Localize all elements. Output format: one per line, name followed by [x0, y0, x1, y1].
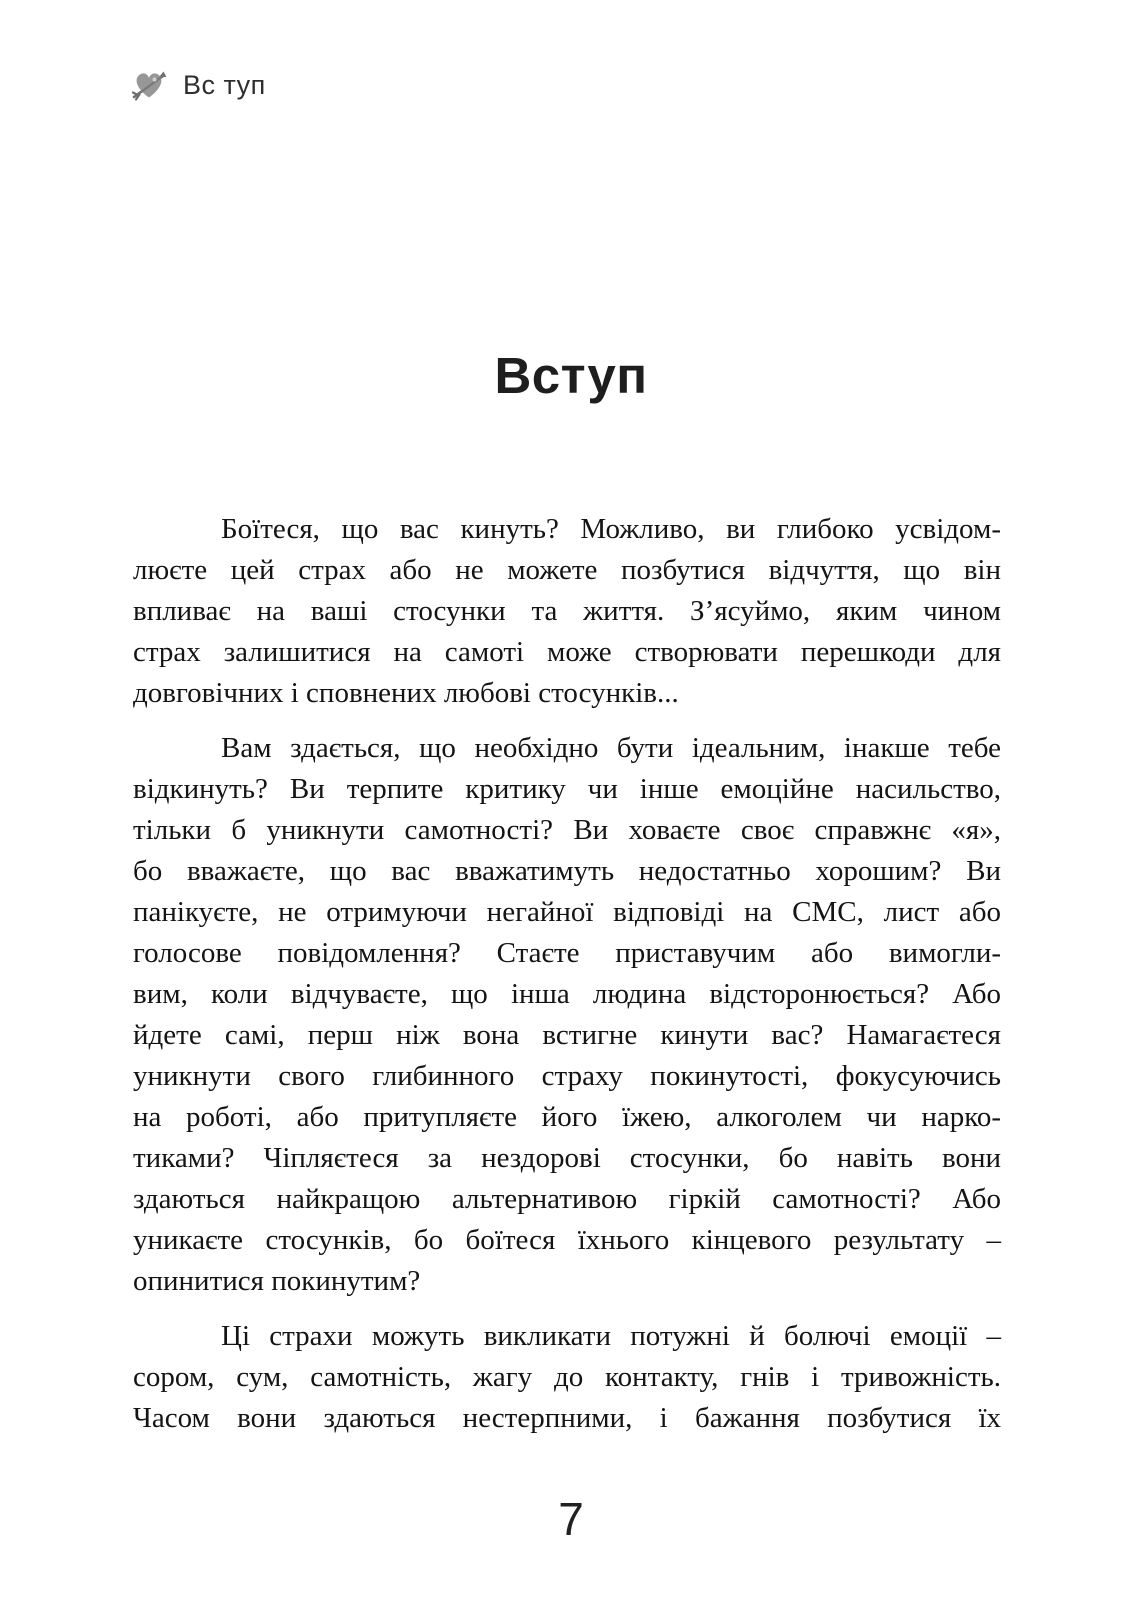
body-line: бо вважаєте, що вас вважатимуть недостатньо хорошим? Ви	[133, 855, 1001, 887]
paragraph	[133, 1316, 1001, 1439]
body-line: тільки б уникнути самотності? Ви ховаєте своє справжнє «я»,	[133, 814, 1001, 846]
body-line: здаються найкращою альтернативою гіркій самотності? Або	[133, 1183, 1001, 1215]
paragraph	[133, 728, 1001, 1302]
body-line: страх залишитися на самоті може створювати перешкоди для	[133, 636, 1001, 668]
chapter-title: Вступ	[494, 347, 648, 404]
body-line: голосове повідомлення? Стаєте приставучим або вимогли-	[133, 937, 1001, 969]
body-line: впливає на ваші стосунки та життя. З’ясуймо, яким чином	[133, 595, 1001, 627]
body-line: Часом вони здаються нестерпними, і бажання позбутися їх	[133, 1402, 1001, 1434]
body-line: Ці страхи можуть викликати потужні й болючі емоції –	[221, 1320, 1001, 1352]
body-line: на роботі, або притупляєте його їжею, алкоголем чи нарко-	[133, 1101, 1001, 1133]
body-line: панікуєте, не отримуючи негайної відповіді на СМС, лист або	[133, 896, 1001, 928]
body-line: Боїтеся, що вас кинуть? Можливо, ви глибоко усвідом-	[221, 513, 1001, 545]
body-line: йдете самі, перш ніж вона встигне кинути вас? Намагаєтеся	[133, 1019, 1001, 1051]
running-header-title: Вс туп	[183, 69, 266, 100]
heart-with-arrow-icon	[130, 68, 168, 102]
body-line: уникаєте стосунків, бо боїтеся їхнього кінцевого результату –	[133, 1224, 1001, 1256]
body-line: опинитися покинутим?	[133, 1265, 421, 1297]
body-line: відкинуть? Ви терпите критику чи інше емоційне насильство,	[133, 773, 1001, 805]
body-line: вим, коли відчуваєте, що інша людина відсторонюється? Або	[133, 978, 1001, 1010]
body-line: люєте цей страх або не можете позбутися відчуття, що він	[133, 554, 1001, 586]
running-header	[130, 68, 266, 102]
page-number: 7	[558, 1493, 584, 1545]
body-text	[133, 509, 1001, 1439]
paragraph	[133, 509, 1001, 714]
body-line: довговічних і сповнених любові стосунків...	[133, 677, 679, 709]
body-line: Вам здається, що необхідно бути ідеальним, інакше тебе	[221, 732, 1001, 764]
body-line: уникнути свого глибинного страху покинутості, фокусуючись	[133, 1060, 1001, 1092]
body-line: тиками? Чіпляєтеся за нездорові стосунки, бо навіть вони	[133, 1142, 1001, 1174]
body-line: сором, сум, самотність, жагу до контакту, гнів і тривожність.	[133, 1361, 1001, 1393]
